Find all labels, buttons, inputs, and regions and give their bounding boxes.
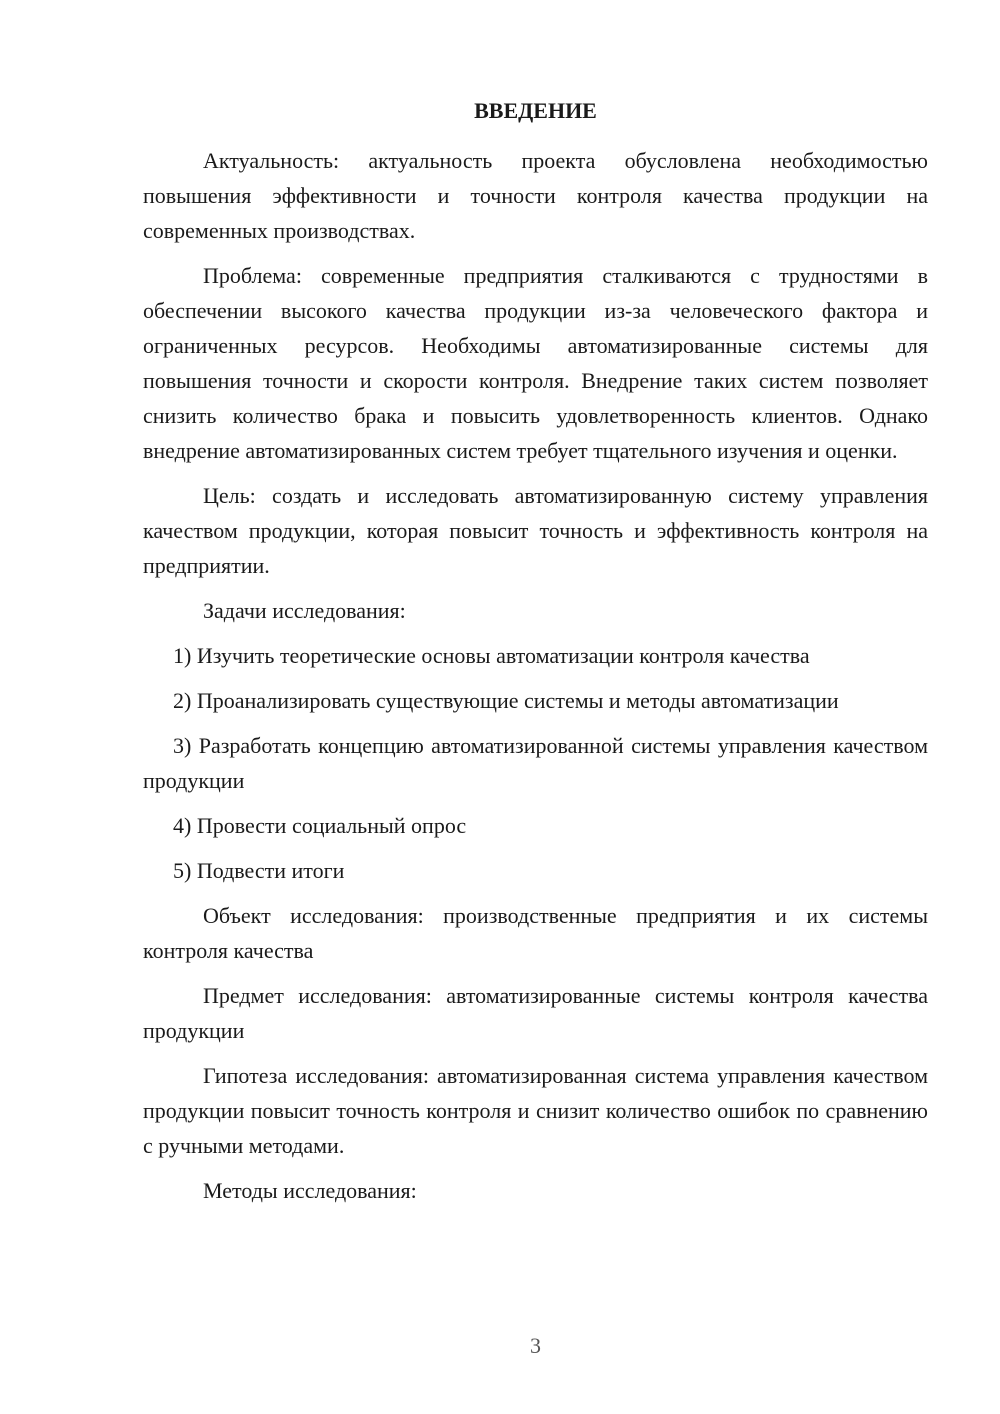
task-item-2: 2) Проанализировать существующие системы и методы автоматизации	[173, 688, 839, 713]
document-page	[143, 0, 928, 1414]
paragraph-problem: Проблема: современные предприятия сталкиваются с трудностями в обеспечении высокого качества продукции из-за человеческого фактора и ограниченных ресурсов. Необходимы автоматизированные системы для повышения точности и скорости контроля. Внедрение таких систем позволяет снизить количество брака и повысить удовлетворенность клиентов. Однако внедрение автоматизированных систем требует тщательного изучения и оценки.	[143, 263, 928, 463]
task-item-3: 3) Разработать концепцию автоматизированной системы управления качеством продукции	[143, 733, 928, 793]
document-body	[143, 143, 928, 1218]
section-title: ВВЕДЕНИЕ	[474, 98, 597, 123]
paragraph-research-hypothesis: Гипотеза исследования: автоматизированная система управления качеством продукции повысит точность контроля и снизит количество ошибок по сравнению с ручными методами.	[143, 1063, 928, 1158]
paragraph-tasks-heading: Задачи исследования:	[203, 598, 406, 623]
task-item-1: 1) Изучить теоретические основы автоматизации контроля качества	[173, 643, 810, 668]
paragraph-relevance: Актуальность: актуальность проекта обусловлена необходимостью повышения эффективности и точности контроля качества продукции на современных производствах.	[143, 148, 928, 243]
task-item-4: 4) Провести социальный опрос	[173, 813, 467, 838]
page-number: 3	[530, 1333, 541, 1358]
paragraph-goal: Цель: создать и исследовать автоматизированную систему управления качеством продукции, которая повысит точность и эффективность контроля на предприятии.	[143, 483, 928, 578]
paragraph-research-object: Объект исследования: производственные предприятия и их системы контроля качества	[143, 903, 928, 963]
paragraph-research-methods: Методы исследования:	[203, 1178, 417, 1203]
paragraph-research-subject: Предмет исследования: автоматизированные системы контроля качества продукции	[143, 983, 928, 1043]
task-item-5: 5) Подвести итоги	[173, 858, 345, 883]
